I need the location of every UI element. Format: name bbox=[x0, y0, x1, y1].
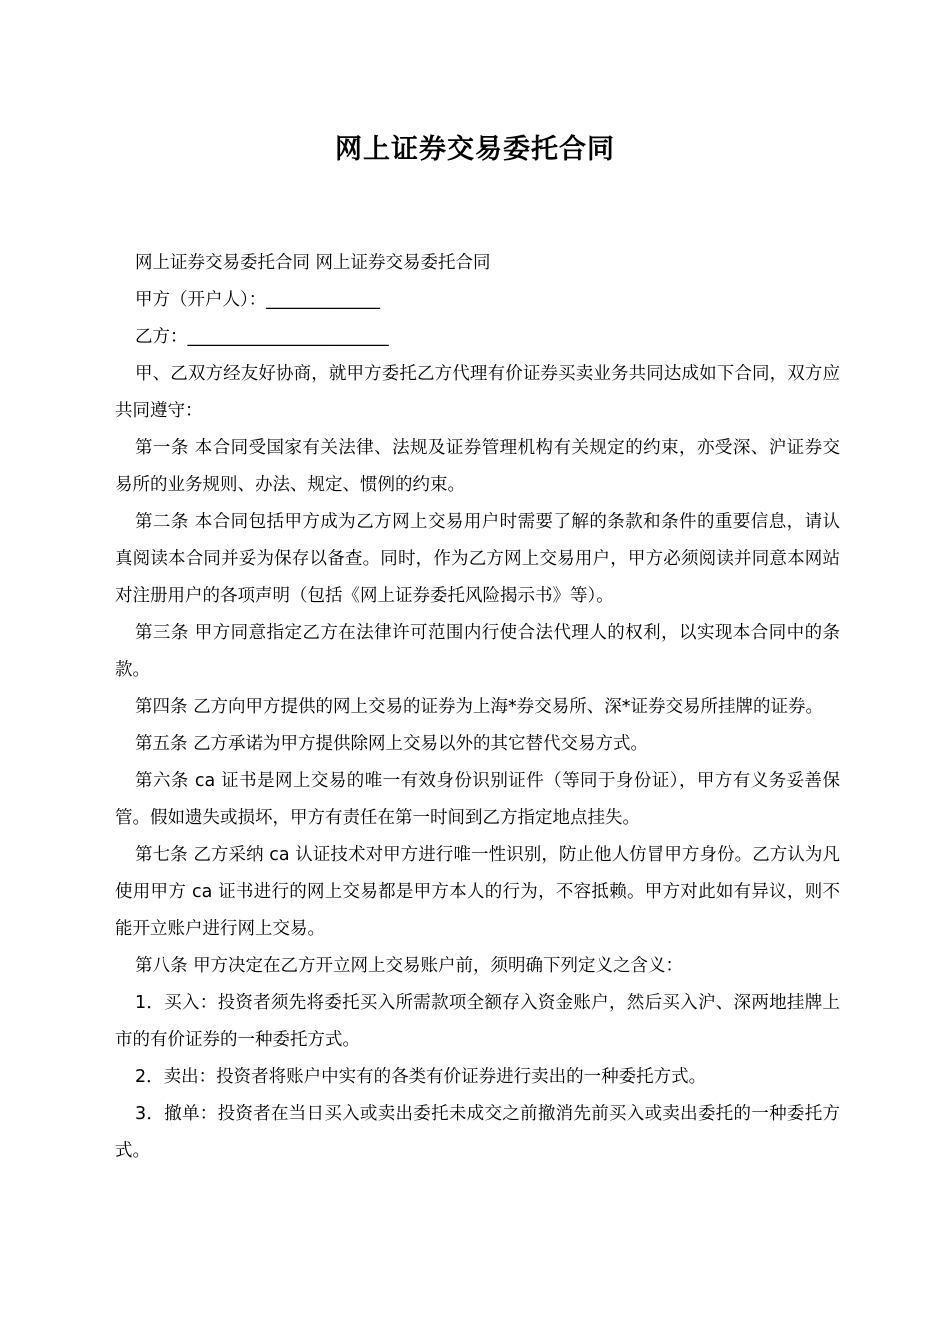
article-8: 第八条 甲方决定在乙方开立网上交易账户前，须明确下列定义之含义： bbox=[135, 956, 684, 976]
paragraph-heading-repeat: 网上证券交易委托合同 网上证券交易委托合同 bbox=[135, 253, 491, 273]
paragraph-preamble: 甲、乙双方经友好协商，就甲方委托乙方代理有价证券买卖业务共同达成如下合同，双方应共同遵守： bbox=[115, 364, 840, 421]
definition-buy: 1．买入：投资者须先将委托买入所需款项全额存入资金账户，然后买入沪、深两地挂牌上市的有价证券的一种委托方式。 bbox=[115, 993, 840, 1050]
party-b-line: 乙方：_______________________ bbox=[135, 327, 389, 347]
article-6: 第六条 ca 证书是网上交易的唯一有效身份识别证件（等同于身份证），甲方有义务妥善保管。假如遗失或损坏，甲方有责任在第一时间到乙方指定地点挂失。 bbox=[115, 771, 840, 828]
article-2: 第二条 本合同包括甲方成为乙方网上交易用户时需要了解的条款和条件的重要信息，请认真阅读本合同并妥为保存以备查。同时，作为乙方网上交易用户，甲方必须阅读并同意本网站对注册用户的各项声明（包括《网上证券委托风险揭示书》等）。 bbox=[115, 512, 840, 606]
article-3: 第三条 甲方同意指定乙方在法律许可范围内行使合法代理人的权利，以实现本合同中的条款。 bbox=[115, 623, 840, 680]
article-7: 第七条 乙方采纳 ca 认证技术对甲方进行唯一性识别，防止他人仿冒甲方身份。乙方认为凡使用甲方 ca 证书进行的网上交易都是甲方本人的行为，不容抵赖。甲方对此如有异议，则不能开立账户进行网上交易。 bbox=[115, 845, 840, 939]
document-body bbox=[115, 245, 840, 1170]
definition-sell: 2．卖出：投资者将账户中实有的各类有价证券进行卖出的一种委托方式。 bbox=[135, 1067, 707, 1087]
definition-cancel: 3．撤单：投资者在当日买入或卖出委托未成交之前撤消先前买入或卖出委托的一种委托方式。 bbox=[115, 1104, 840, 1161]
article-5: 第五条 乙方承诺为甲方提供除网上交易以外的其它替代交易方式。 bbox=[135, 734, 649, 754]
article-1: 第一条 本合同受国家有关法律、法规及证券管理机构有关规定的约束，亦受深、沪证券交易所的业务规则、办法、规定、惯例的约束。 bbox=[115, 438, 840, 495]
party-a-line: 甲方（开户人）：_____________ bbox=[135, 290, 380, 310]
article-4: 第四条 乙方向甲方提供的网上交易的证券为上海*券交易所、深*证券交易所挂牌的证券。 bbox=[135, 697, 824, 717]
document-title: 网上证券交易委托合同 bbox=[335, 134, 615, 165]
